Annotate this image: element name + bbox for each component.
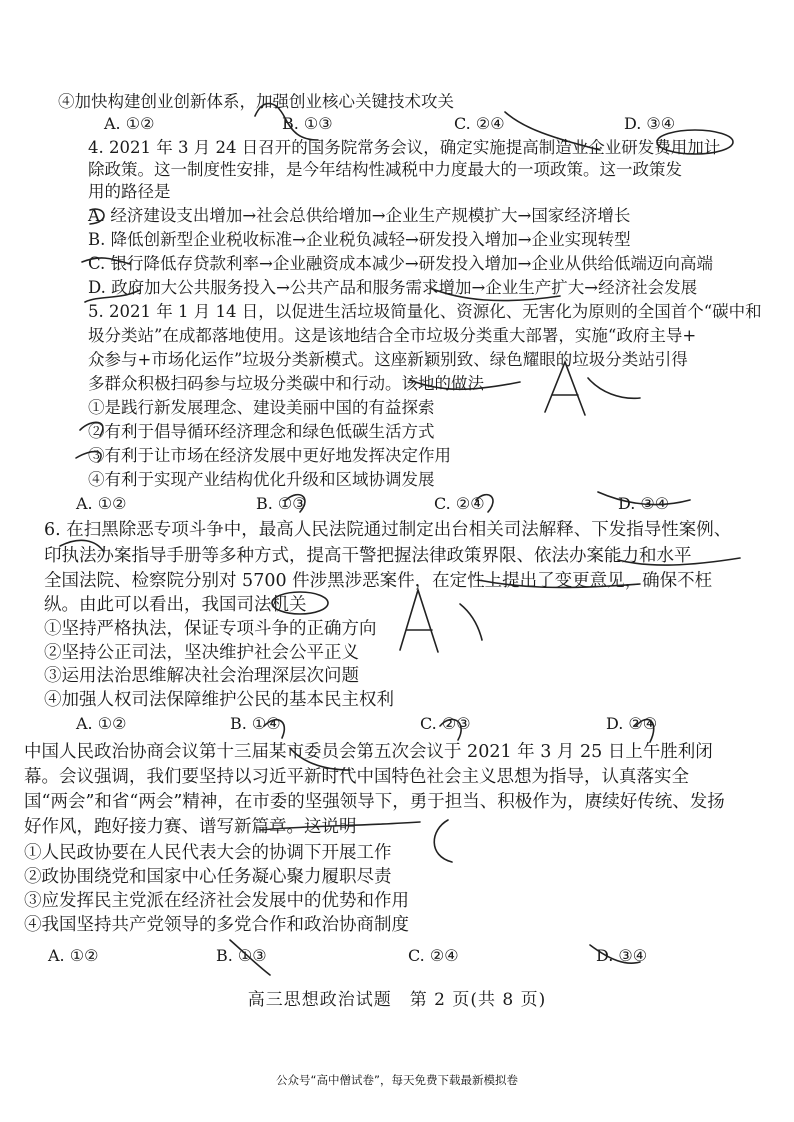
answer-options-q3 xyxy=(104,114,724,134)
question-4-stem: 用的路径是 xyxy=(88,182,171,201)
question-6-stem: 全国法院、检察院分别对 5700 件涉黑涉恶案件，在定性上提出了变更意见，确保不枉 xyxy=(44,571,713,591)
question-7-statement: ②政协围绕党和国家中心任务凝心聚力履职尽责 xyxy=(24,867,392,887)
question-7-statement: ①人民政协要在人民代表大会的协调下开展工作 xyxy=(24,843,392,863)
question-6-statement: ③运用法治思维解决社会治理深层次问题 xyxy=(44,666,359,686)
question-5-stem: 5. 2021 年 1 月 14 日，以促进生活垃圾简量化、资源化、无害化为原则的全国首个“碳中和 xyxy=(88,302,762,321)
question-7-stem: 国“两会”和省“两会”精神，在市委的坚强领导下，勇于担当、积极作为，赓续好传统、发扬 xyxy=(24,792,725,812)
option-d: D. ③④ xyxy=(618,494,670,513)
question-5-stem: 众参与+市场化运作”垃圾分类新模式。这座新颖别致、绿色耀眼的垃圾分类站引得 xyxy=(88,350,688,369)
question-7-stem: 中国人民政治协商会议第十三届某市委员会第五次会议于 2021 年 3 月 25 日上午胜利闭 xyxy=(24,742,713,762)
pen-stroke xyxy=(588,378,640,398)
question-7-stem: 好作风，跑好接力赛、谱写新篇章。这说明 xyxy=(24,817,357,837)
option-a: A. ①② xyxy=(104,114,155,133)
option-a: A. ①② xyxy=(76,494,127,513)
question-5-stem: 多群众积极扫码参与垃圾分类碳中和行动。该地的做法 xyxy=(88,374,484,393)
answer-options-q6 xyxy=(76,714,716,734)
answer-options-q7 xyxy=(48,946,728,966)
option-c: C. ②④ xyxy=(408,946,459,965)
question-6-statement: ④加强人权司法保障维护公民的基本民主权利 xyxy=(44,690,394,710)
question-5-statement: ④有利于实现产业结构优化升级和区域协调发展 xyxy=(88,470,435,489)
question-4-stem: 除政策。这一制度性安排，是今年结构性减税中力度最大的一项政策。这一政策发 xyxy=(88,160,682,179)
option-c: C. ②④ xyxy=(454,114,505,133)
question-7-statement: ③应发挥民主党派在经济社会发展中的优势和作用 xyxy=(24,891,409,911)
question-6-statement: ①坚持严格执法，保证专项斗争的正确方向 xyxy=(44,619,377,639)
question-5-statement: ①是践行新发展理念、建设美丽中国的有益探索 xyxy=(88,398,435,417)
question-6-stem: 6. 在扫黑除恶专项斗争中，最高人民法院通过制定出台相关司法解释、下发指导性案例、 xyxy=(44,520,732,540)
question-4-option: C. 银行降低存贷款利率→企业融资成本减少→研发投入增加→企业从供给低端迈向高端 xyxy=(88,254,714,273)
option-b: B. ①④ xyxy=(230,714,281,733)
question-5-stem: 圾分类站”在成都落地使用。这是该地结合全市垃圾分类重大部署，实施“政府主导+ xyxy=(88,326,697,345)
question-6-stem: 纵。由此可以看出，我国司法机关 xyxy=(44,595,307,615)
question-4-option: D. 政府加大公共服务投入→公共产品和服务需求增加→企业生产扩大→经济社会发展 xyxy=(88,278,698,297)
page-footer-title: 高三思想政治试题 第 2 页(共 8 页) xyxy=(247,990,547,1010)
option-c: C. ②④ xyxy=(434,494,485,513)
question-7-statement: ④我国坚持共产党领导的多党合作和政治协商制度 xyxy=(24,915,409,935)
option-d: D. ②④ xyxy=(606,714,658,733)
question-4-stem: 4. 2021 年 3 月 24 日召开的国务院常务会议，确定实施提高制造业企业研发费用加计 xyxy=(88,138,721,157)
statement-line: ④加快构建创业创新体系，加强创业核心关键技术攻关 xyxy=(58,92,454,111)
option-a: A. ①② xyxy=(76,714,127,733)
download-notice: 公众号“高中僧试卷”，每天免费下载最新模拟卷 xyxy=(276,1073,518,1087)
question-5-statement: ②有利于倡导循环经济理念和绿色低碳生活方式 xyxy=(88,422,435,441)
option-a: A. ①② xyxy=(48,946,99,965)
pen-stroke xyxy=(460,604,482,640)
question-4-option: B. 降低创新型企业税收标准→企业税负减轻→研发投入增加→企业实现转型 xyxy=(88,230,631,249)
question-7-stem: 幕。会议强调，我们要坚持以习近平新时代中国特色社会主义思想为指导，认真落实全 xyxy=(24,767,689,787)
option-d: D. ③④ xyxy=(624,114,676,133)
option-c: C. ②③ xyxy=(420,714,471,733)
question-5-statement: ③有利于让市场在经济发展中更好地发挥决定作用 xyxy=(88,446,451,465)
question-6-stem: 印执法办案指导手册等多种方式，提高干警把握法律政策界限、依法办案能力和水平 xyxy=(44,546,692,566)
answer-options-q5 xyxy=(76,494,716,514)
question-6-statement: ②坚持公正司法，坚决维护社会公平正义 xyxy=(44,643,359,663)
option-b: B. ①③ xyxy=(216,946,267,965)
option-b: B. ①③ xyxy=(256,494,307,513)
option-b: B. ①③ xyxy=(282,114,333,133)
answer-mark-a xyxy=(400,590,438,652)
answer-mark-c xyxy=(434,820,452,862)
question-4-option: A. 经济建设支出增加→社会总供给增加→企业生产规模扩大→国家经济增长 xyxy=(88,206,631,225)
option-d: D. ③④ xyxy=(596,946,648,965)
